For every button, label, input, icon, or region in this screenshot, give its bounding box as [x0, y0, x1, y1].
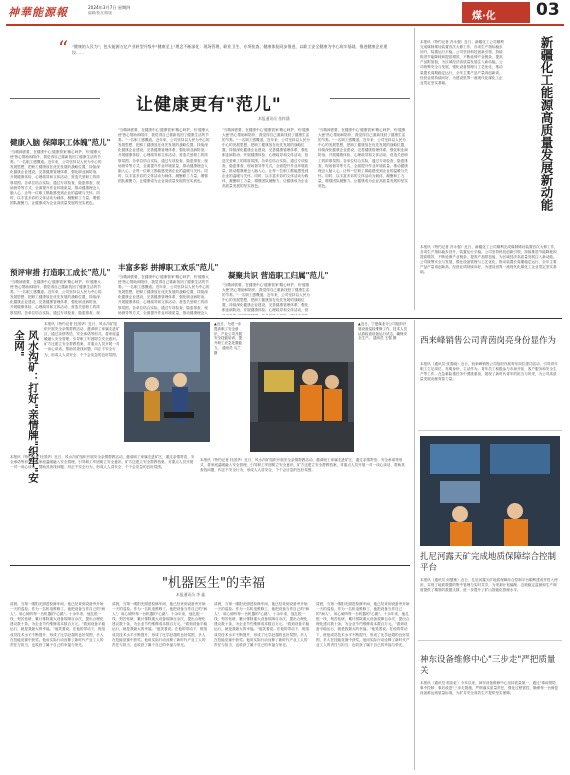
page-number: 03 [536, 0, 560, 20]
bottom-col-3: 清晨，当第一缕阳光照进检修车间，他已经来到设备旁开始一天的巡检。作为一名机电维修工，他把设备当作自己的"病人"，用心倾听每一台机器的"心跳"。十余年来，他扎根一线，刻苦钻研，累计排除重大设备故障百余次，提出合理化建议数十条，为企业节约维修成本数百万元。"看到设备平稳运行，就是我最大的幸福。"他笑着说。在他的带动下，班组成员技术水平不断提升，形成了比学赶超的良好氛围，多人在技能竞赛中获奖。他用实际行动诠释了新时代产业工人的责任与担当，也收获了属于自己的幸福与荣光。 [214, 602, 310, 647]
top-intro: "健康的人民为"，包头能源万亿产业转型升级中"健康至上"理念不断深化：现场管理、职业卫生、专项检查、健康体检同步推进，以职工安全健康为中心筑牢基础，推进健康企业建设…… [72, 44, 388, 55]
column-name: 煤·化 [472, 11, 496, 22]
bottom-col-1: 清晨，当第一缕阳光照进检修车间，他已经来到设备旁开始一天的巡检。作为一名机电维修工，他把设备当作自己的"病人"，用心倾听每一台机器的"心跳"。十余年来，他扎根一线，刻苦钻研，累计排除重大设备故障百余次，提出合理化建议数十条，为企业节约维修成本数百万元。"看到设备平稳运行，就是我最大的幸福。"他笑着说。在他的带动下，班组成员技术水平不断提升，形成了比学赶超的良好氛围，多人在技能竞赛中获奖。他用实际行动诠释了新时代产业工人的责任与担当，也收获了属于自己的幸福与荣光。 [10, 602, 106, 647]
side-feature-body-2: 本报讯（特约记者 杜国华）近日，风水沟矿组织开展安全亲情帮教活动，邀请职工家属走进矿区，通过亲情寄语、安全承诺等形式，将家庭温暖融入安全管理，引导职工牢固树立安全意识。矿方还建立安全帮教档案，对重点人员开展一对一谈心谈话，帮助其查找问题、纠正不安全行为，形成人人讲安全、个个会应急的良好氛围。 [10, 455, 195, 470]
issue-date: 2024年3月7日 星期四 [88, 5, 131, 10]
photo-maintenance-caption: ▲近日，宁夏煤业分公司组织开展设备巡检维修工作，技术人员认真检查设备运行状态，确保安全生产。 通讯员 王强 摄 [358, 322, 407, 341]
subhead-4: 凝聚共识 营造职工归属"范儿" [228, 271, 329, 280]
photo-training-caption: ▲近日，为进一步提高职工安全意识，产业公司开展安全技能培训，提升职工应急处置能力。 通讯员 乌兰 摄 [214, 322, 242, 355]
news-2-title: 扎尼河露天矿完成地质保障综合控制平台 [420, 552, 557, 573]
right-headline-body-2: 本报讯（特约记者 冯永强）近日，新疆化工公司顺利完成煤制烯烃装置首次大修工作，各项生产指标稳步回升，装置运行平稳。公司坚持科技创新引领，持续推进节能降耗和提质增效，不断延伸产业链条，提高产品附加值，为区域经济高质量发展注入新动能。公司统筹安全与发展，强化设备管理与工艺优化，推动装置长周期稳定运行，全年主要产品产量再创新高，经营业绩持续向好，为建设世界一流现代化煤化工企业奠定坚实基础。 [420, 245, 558, 275]
subhead-3: 丰富多彩 拼搏职工欢乐"范儿" [118, 263, 219, 272]
subhead-2: 预评审措 打造职工成长"范儿" [10, 268, 111, 277]
bottom-col-2: 清晨，当第一缕阳光照进检修车间，他已经来到设备旁开始一天的巡检。作为一名机电维修工，他把设备当作自己的"病人"，用心倾听每一台机器的"心跳"。十余年来，他扎根一线，刻苦钻研，累计排除重大设备故障百余次，提出合理化建议数十条，为企业节约维修成本数百万元。"看到设备平稳运行，就是我最大的幸福。"他笑着说。在他的带动下，班组成员技术水平不断提升，形成了比学赶超的良好氛围，多人在技能竞赛中获奖。他用实际行动诠释了新时代产业工人的责任与担当，也收获了属于自己的幸福与荣光。 [112, 602, 208, 647]
main-col-3b: "当精神需要，在健康中心'健康管家'精心呵护，有'健康大使'热心帮助和陪伴，我觉得自己重新找回了健康生活的节奏。"一名职工感慨道。近年来，公司坚持以人民为中心的发展思想，把职工健康放在优先发展的战略位置，持续深化健康企业建设，完善健康管理体系，强化职业病防治，开展健康体检、心理疏导和文体活动，营 [222, 283, 310, 313]
main-col-4: "当精神需要，在健康中心'健康管家'精心呵护，有'健康大使'热心帮助和陪伴，我觉得自己重新找回了健康生活的节奏。"一名职工感慨道。近年来，公司坚持以人民为中心的发展思想，把职工健康放在优先发展的战略位置，持续深化健康企业建设，完善健康管理体系，强化职业病防治，开展健康体检、心理疏导和文体活动，营造关爱职工的浓厚氛围。各单位结合实际，通过专项检查、隐患排查、现场督导等方式，全面提升作业环境质量，推动健康理念入脑入心，让每一位职工都能感受到企业的温暖与关怀。同时，以丰富多彩的文体活动为载体，凝聚职工力量，增强团队凝聚力，让健康成为企业高质量发展的坚实底色。 [318, 128, 408, 189]
photo-training [124, 322, 210, 442]
side-feature-title: 风水沟矿：打好"亲情牌"织牢"安全网" [13, 330, 39, 483]
main-article-title: 让健康更有"范儿" [136, 95, 282, 115]
bottom-article-byline: 本报通讯员 李 鑫 [176, 592, 205, 597]
main-col-2b: "当精神需要，在健康中心'健康管家'精心呵护，有'健康大使'热心帮助和陪伴，我觉得自己重新找回了健康生活的节奏。"一名职工感慨道。近年来，公司坚持以人民为中心的发展思想，把职工健康放在优先发展的战略位置，持续深化健康企业建设，完善健康管理体系，强化职业病防治，开展健康体检、心理疏导和文体活动，营造关爱职工的浓厚氛围。各单位结合实际，通过专项检查、隐患排查、现场督导等方式，全面提升作业环境质量，推动健康理念入 [118, 275, 210, 315]
main-col-1b: "当精神需要，在健康中心'健康管家'精心呵护，有'健康大使'热心帮助和陪伴，我觉得自己重新找回了健康生活的节奏。"一名职工感慨道。近年来，公司坚持以人民为中心的发展思想，把职工健康放在优先发展的战略位置，持续深化健康企业建设，完善健康管理体系，强化职业病防治，开展健康体检、心理疏导和文体活动，营造关爱职工的浓厚氛围。各单位结合实际，通过专项检查、隐患排查、现 [10, 280, 102, 315]
bottom-col-4: 清晨，当第一缕阳光照进检修车间，他已经来到设备旁开始一天的巡检。作为一名机电维修工，他把设备当作自己的"病人"，用心倾听每一台机器的"心跳"。十余年来，他扎根一线，刻苦钻研，累计排除重大设备故障百余次，提出合理化建议数十条，为企业节约维修成本数百万元。"看到设备平稳运行，就是我最大的幸福。"他笑着说。在他的带动下，班组成员技术水平不断提升，形成了比学赶超的良好氛围，多人在技能竞赛中获奖。他用实际行动诠释了新时代产业工人的责任与担当，也收获了属于自己的幸福与荣光。 [316, 602, 410, 647]
subhead-1: 健康入脑 保障职工体魄"范儿" [10, 138, 111, 147]
news-2-body: 本报讯（通讯员 何慧敏）近日，扎尼河露天矿地质保障综合控制平台顺利建成并投入使用，实现了地质数据的集中管理与实时共享，为采剥计划编制、边坡稳定监测和生产调度提供了精准的数据支撑，进一步提升了矿山智能化管理水平。 [420, 578, 558, 593]
side-feature-body: 本报讯（特约记者 杜国华）近日，风水沟矿组织开展安全亲情帮教活动，邀请职工家属走进矿区，通过亲情寄语、安全承诺等形式，将家庭温暖融入安全管理，引导职工牢固树立安全意识。矿方还建立安全帮教档案，对重点人员开展一对一谈心谈话，帮助其查找问题、纠正不安全行为，形成人人讲安全、个个会应急的良好氛围。 [44, 322, 120, 357]
right-headline-title: 新疆化工能源高质量发展新动能 [539, 36, 554, 211]
photo-maintenance [250, 322, 354, 452]
bottom-article-title: "机器医生"的幸福 [162, 576, 265, 591]
main-col-1: "当精神需要，在健康中心'健康管家'精心呵护，有'健康大使'热心帮助和陪伴，我觉得自己重新找回了健康生活的节奏。"一名职工感慨道。近年来，公司坚持以人民为中心的发展思想，把职工健康放在优先发展的战略位置，持续深化健康企业建设，完善健康管理体系，强化职业病防治，开展健康体检、心理疏导和文体活动，营造关爱职工的浓厚氛围。各单位结合实际，通过专项检查、隐患排查、现场督导等方式，全面提升作业环境质量，推动健康理念入脑入心，让每一位职工都能感受到企业的温暖与关怀。同时，以丰富多彩的文体活动为载体，凝聚职工力量，增强团队凝聚力，让健康成为企业高质量发展的坚实底色。 [10, 150, 102, 205]
main-article-byline: 本报通讯员 张梓涵 [258, 116, 290, 121]
news-1-body: 本报讯（通讯员 张春晓）近日，西来峰销售公司组织开展青年岗位建功活动，引导青年职工立足岗位、亮明身份、主动作为。青年员工积极参与市场开拓、客户服务和安全生产等工作，在急难险重任务中勇挑重担，展现了新时代青年的担当与风采，为公司高质量发展贡献青春力量。 [420, 362, 558, 382]
photo-mine-platform [420, 436, 560, 546]
main-col-2: "当精神需要，在健康中心'健康管家'精心呵护，有'健康大使'热心帮助和陪伴，我觉得自己重新找回了健康生活的节奏。"一名职工感慨道。近年来，公司坚持以人民为中心的发展思想，把职工健康放在优先发展的战略位置，持续深化健康企业建设，完善健康管理体系，强化职业病防治，开展健康体检、心理疏导和文体活动，营造关爱职工的浓厚氛围。各单位结合实际，通过专项检查、隐患排查、现场督导等方式，全面提升作业环境质量，推动健康理念入脑入心，让每一位职工都能感受到企业的温暖与关怀。同时，以丰富多彩的文体活动为载体，凝聚职工力量，增强团队凝聚力，让健康成为企业高质量发展的坚实底色。 [118, 128, 210, 183]
side-feature-body-3: 本报讯（特约记者 杜国华）近日，风水沟矿组织开展安全亲情帮教活动，邀请职工家属走进矿区，通过亲情寄语、安全承诺等形式，将家庭温暖融入安全管理，引导职工牢固树立安全意识。矿方还建立安全帮教档案，对重点人员开展一对一谈心谈话，帮助其查找问题、纠正不安全行为，形成人人讲安全、个个会应急的良好氛围。 [200, 458, 405, 473]
column-tag [462, 2, 530, 23]
news-1-title: 西来峰销售公司青茵岗亮身份显作为 [420, 336, 557, 346]
main-col-3: "当精神需要，在健康中心'健康管家'精心呵护，有'健康大使'热心帮助和陪伴，我觉得自己重新找回了健康生活的节奏。"一名职工感慨道。近年来，公司坚持以人民为中心的发展思想，把职工健康放在优先发展的战略位置，持续深化健康企业建设，完善健康管理体系，强化职业病防治，开展健康体检、心理疏导和文体活动，营造关爱职工的浓厚氛围。各单位结合实际，通过专项检查、隐患排查、现场督导等方式，全面提升作业环境质量，推动健康理念入脑入心，让每一位职工都能感受到企业的温暖与关怀。同时，以丰富多彩的文体活动为载体，凝聚职工力量，增强团队凝聚力，让健康成为企业高质量发展的坚实底色。 [222, 128, 310, 189]
intro-quote-mark: “ [58, 36, 69, 60]
masthead-logo: 神華能源報 [8, 6, 68, 19]
photo-mine-platform-image [420, 436, 560, 546]
photo-training-image [124, 322, 210, 442]
photo-maintenance-image [250, 322, 354, 452]
news-3-title: 神东设备维修中心"三步走"严把质量关 [420, 655, 556, 676]
news-3-body: 本报讯（通讯员 郭彩虹）今年以来，神东设备维修中心坚持质量第一，通过"事前预防、事中控制、事后改进"三步走措施，严格落实质量责任，强化过程管控，确保每一台修复设备都达到质量标准，为矿井安全高效生产提供坚实保障。 [420, 681, 560, 696]
issue-editors: 编辑/校对/排版 [88, 11, 112, 15]
right-headline-body: 本报讯（特约记者 冯永强）近日，新疆化工公司顺利完成煤制烯烃装置首次大修工作，各项生产指标稳步回升，装置运行平稳。公司坚持科技创新引领，持续推进节能降耗和提质增效，不断延伸产业链条，提高产品附加值，为区域经济高质量发展注入新动能。公司统筹安全与发展，强化设备管理与工艺优化，推动装置长周期稳定运行，全年主要产品产量再创新高，经营业绩持续向好，为建设世界一流现代化煤化工企业奠定坚实基础。 [420, 40, 504, 85]
